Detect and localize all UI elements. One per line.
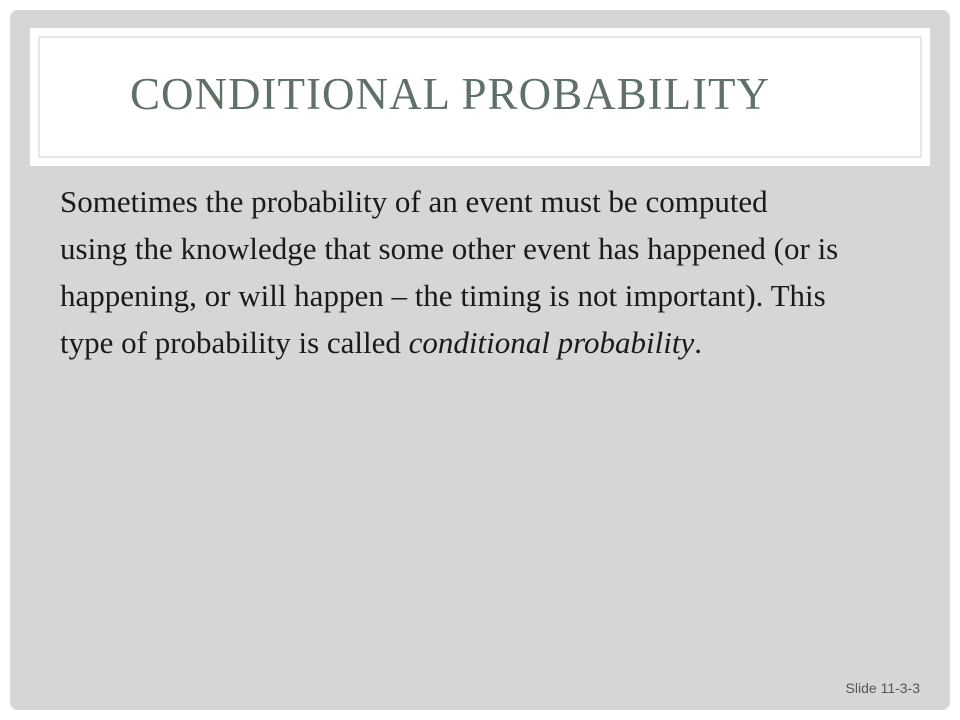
slide (10, 10, 950, 710)
body-text-end: . (694, 325, 703, 360)
emphasized-term: conditional probability (408, 325, 695, 360)
slide-number: Slide 11-3-3 (845, 680, 920, 696)
slide-title: CONDITIONAL PROBABILITY (130, 69, 771, 119)
body-paragraph (60, 178, 840, 366)
body-text-main: Sometimes the probability of an event must be computed using the knowledge that some other event has happened (or is happening, or will happen – the timing is not important). This type of probability is called (60, 184, 839, 360)
